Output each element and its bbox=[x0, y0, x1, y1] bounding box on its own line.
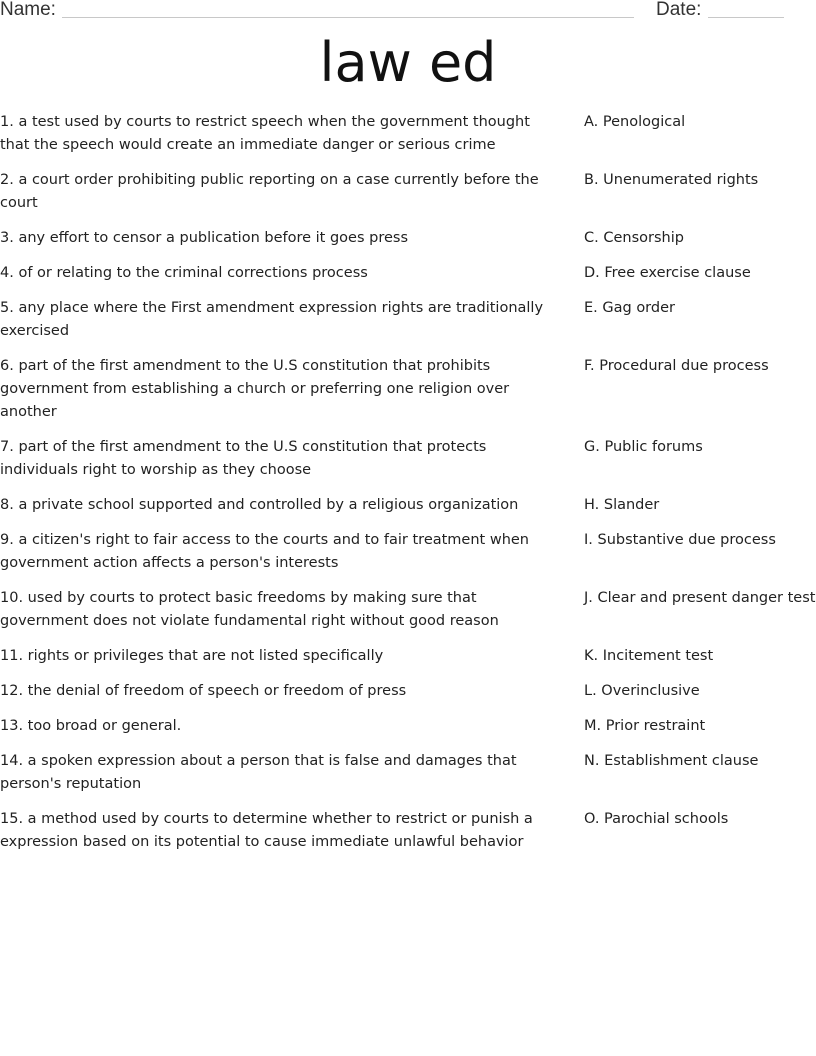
clue-text: 4. of or relating to the criminal corrections process bbox=[0, 265, 368, 281]
answer-option: L. Overinclusive bbox=[584, 683, 700, 699]
clue-text: 15. a method used by courts to determine whether to restrict or punish a expression based on its potential to cause immediate unlawful behavior bbox=[0, 811, 533, 850]
answer-option: A. Penological bbox=[584, 114, 686, 130]
matching-row bbox=[0, 297, 816, 343]
clue-text: 9. a citizen's right to fair access to the courts and to fair treatment when government action affects a person's interests bbox=[0, 532, 529, 571]
matching-row bbox=[0, 494, 816, 517]
matching-list bbox=[0, 111, 816, 866]
answer-option: B. Unenumerated rights bbox=[584, 172, 759, 188]
clue-text: 13. too broad or general. bbox=[0, 718, 182, 734]
clue-text: 6. part of the first amendment to the U.S constitution that prohibits government from establishing a church or preferring one religion over another bbox=[0, 358, 510, 420]
answer-option: G. Public forums bbox=[584, 439, 703, 455]
matching-row bbox=[0, 436, 816, 482]
worksheet-header bbox=[0, 0, 816, 24]
answer-option: E. Gag order bbox=[584, 300, 675, 316]
answer-option: N. Establishment clause bbox=[584, 753, 759, 769]
clue-text: 11. rights or privileges that are not listed specifically bbox=[0, 648, 384, 664]
answer-option: C. Censorship bbox=[584, 230, 684, 246]
matching-row bbox=[0, 355, 816, 424]
clue-text: 8. a private school supported and controlled by a religious organization bbox=[0, 497, 519, 513]
date-blank-line bbox=[708, 17, 784, 18]
clue-text: 1. a test used by courts to restrict speech when the government thought that the speech would create an immediate danger or serious crime bbox=[0, 114, 530, 153]
answer-option: M. Prior restraint bbox=[584, 718, 706, 734]
name-label: Name: bbox=[0, 0, 56, 20]
answer-option: K. Incitement test bbox=[584, 648, 714, 664]
clue-text: 2. a court order prohibiting public reporting on a case currently before the court bbox=[0, 172, 539, 211]
matching-row bbox=[0, 715, 816, 738]
clue-text: 12. the denial of freedom of speech or freedom of press bbox=[0, 683, 407, 699]
answer-option: D. Free exercise clause bbox=[584, 265, 751, 281]
answer-option: I. Substantive due process bbox=[584, 532, 776, 548]
clue-text: 10. used by courts to protect basic freedoms by making sure that government does not violate fundamental right without good reason bbox=[0, 590, 499, 629]
clue-text: 7. part of the first amendment to the U.S constitution that protects individuals right to worship as they choose bbox=[0, 439, 487, 478]
answer-option: H. Slander bbox=[584, 497, 660, 513]
matching-row bbox=[0, 262, 816, 285]
clue-text: 5. any place where the First amendment expression rights are traditionally exercised bbox=[0, 300, 544, 339]
date-label: Date: bbox=[656, 0, 702, 20]
answer-option: J. Clear and present danger test bbox=[584, 590, 816, 606]
page-title: law ed bbox=[319, 31, 497, 94]
matching-row bbox=[0, 587, 816, 633]
matching-row bbox=[0, 808, 816, 854]
name-blank-line bbox=[62, 17, 634, 18]
answer-option: F. Procedural due process bbox=[584, 358, 769, 374]
matching-row bbox=[0, 645, 816, 668]
clue-text: 3. any effort to censor a publication before it goes press bbox=[0, 230, 409, 246]
matching-row bbox=[0, 169, 816, 215]
matching-row bbox=[0, 750, 816, 796]
clue-text: 14. a spoken expression about a person that is false and damages that person's reputation bbox=[0, 753, 517, 792]
answer-option: O. Parochial schools bbox=[584, 811, 729, 827]
matching-row bbox=[0, 111, 816, 157]
matching-row bbox=[0, 227, 816, 250]
matching-row bbox=[0, 680, 816, 703]
matching-row bbox=[0, 529, 816, 575]
